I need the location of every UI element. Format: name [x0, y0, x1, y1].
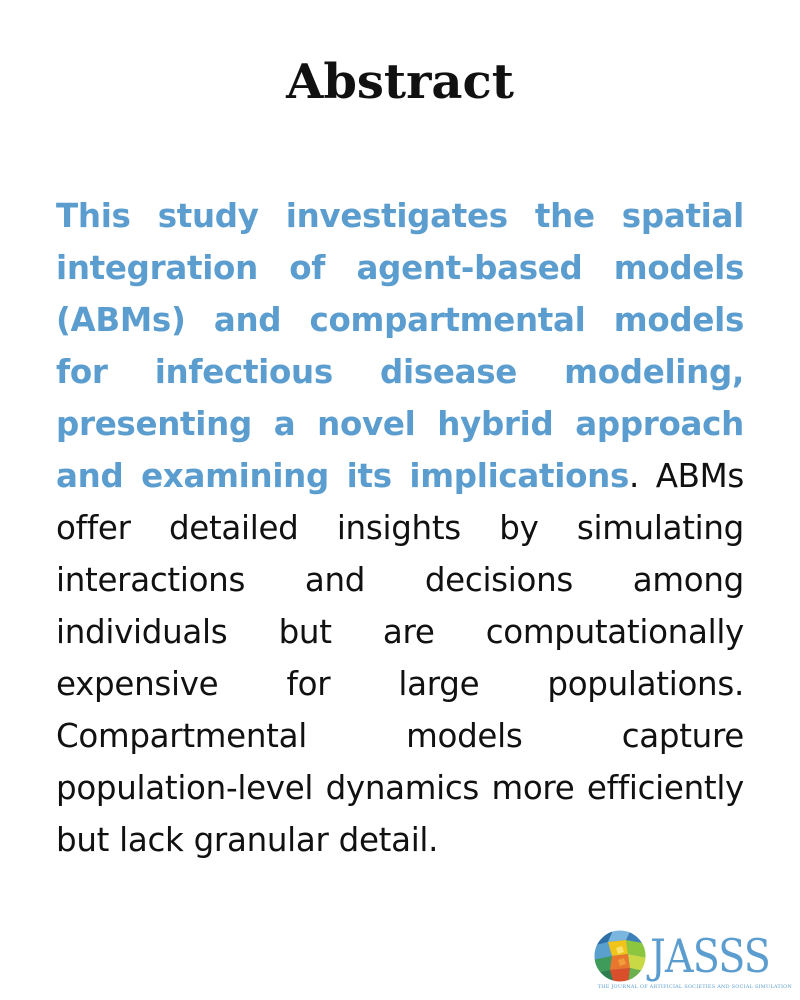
logo-subtitle: THE JOURNAL OF ARTIFICIAL SOCIETIES AND SOCIAL SIMULATION [597, 984, 792, 990]
abstract-body [56, 190, 744, 866]
abstract-highlight: This study investigates the spatial integration of agent-based models (ABMs) and compartmental models for infectious disease modeling, presenting a novel hybrid approach and examining its implications [56, 197, 744, 495]
mosaic-globe-icon [592, 928, 648, 984]
logo-wordmark: JASSS [650, 929, 771, 983]
journal-logo [592, 928, 792, 992]
page-title: Abstract [286, 54, 514, 110]
abstract-text: . ABMs offer detailed insights by simulating interactions and decisions among individuals but are computationally expensive for large populations. Compartmental models capture population-level dynamics more efficiently but lack granular detail. [56, 457, 744, 859]
